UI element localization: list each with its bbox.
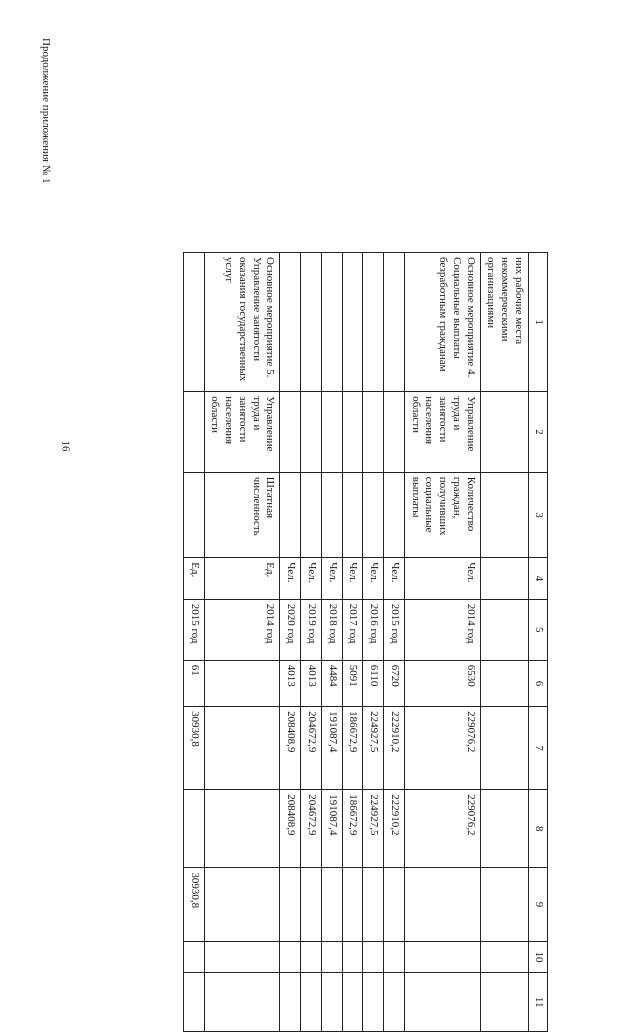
- table-row: [480, 253, 528, 1032]
- column-header-6: 6: [529, 660, 548, 706]
- column-header-3: 3: [529, 472, 548, 557]
- table-cell-c1: [322, 253, 343, 392]
- table-row: [363, 253, 384, 1032]
- table-cell-c9: [280, 868, 301, 941]
- table-cell-c7: 186672,9: [342, 707, 363, 790]
- table-cell-c9: [301, 868, 322, 941]
- table-cell-c4: [480, 558, 528, 600]
- table-cell-c7: 208408,9: [280, 707, 301, 790]
- table-cell-c7: 224927,5: [363, 707, 384, 790]
- table-cell-c4: Чел.: [384, 558, 405, 600]
- table-cell-c9: [204, 868, 280, 941]
- table-cell-c11: [280, 973, 301, 1032]
- table-row: [280, 253, 301, 1032]
- table-cell-c6: 6720: [384, 660, 405, 706]
- table-cell-c5: 2019 год: [301, 599, 322, 660]
- table-cell-c10: [384, 941, 405, 973]
- table-cell-c6: [204, 660, 280, 706]
- table-cell-c3: [184, 472, 205, 557]
- table-cell-c1: [342, 253, 363, 392]
- table-row: [405, 253, 481, 1032]
- table-row: [184, 253, 205, 1032]
- table-cell-c1: [363, 253, 384, 392]
- table-cell-c5: 2018 год: [322, 599, 343, 660]
- continuation-label: Продолжение приложения № 1: [40, 38, 52, 184]
- table-cell-c4: Чел.: [301, 558, 322, 600]
- table-cell-c5: 2017 год: [342, 599, 363, 660]
- table-cell-c7: 229076,2: [405, 707, 481, 790]
- table-row: [384, 253, 405, 1032]
- table-row: [204, 253, 280, 1032]
- table-cell-c5: 2016 год: [363, 599, 384, 660]
- column-header-7: 7: [529, 707, 548, 790]
- table-cell-c8: 204672,9: [301, 790, 322, 868]
- table-cell-c8: 191087,4: [322, 790, 343, 868]
- table-cell-c10: [480, 941, 528, 973]
- table-cell-c7: 222910,2: [384, 707, 405, 790]
- table-cell-c3: [384, 472, 405, 557]
- table-cell-c9: [342, 868, 363, 941]
- table-cell-c11: [480, 973, 528, 1032]
- table-cell-c8: 186672,9: [342, 790, 363, 868]
- table-cell-c3: [480, 472, 528, 557]
- rotated-table-wrapper: [96, 252, 548, 1032]
- table-cell-c9: [322, 868, 343, 941]
- table-cell-c8: [184, 790, 205, 868]
- table-cell-c11: [342, 973, 363, 1032]
- table-cell-c4: Чел.: [342, 558, 363, 600]
- data-table: [183, 252, 548, 1032]
- table-cell-c7: [480, 707, 528, 790]
- table-cell-c9: [384, 868, 405, 941]
- column-header-11: 11: [529, 973, 548, 1032]
- table-cell-c11: [322, 973, 343, 1032]
- page-number: 16: [59, 440, 72, 452]
- column-header-9: 9: [529, 868, 548, 941]
- table-cell-c8: 208408,9: [280, 790, 301, 868]
- table-cell-c9: [363, 868, 384, 941]
- table-cell-c2: [384, 392, 405, 473]
- table-cell-c6: 5091: [342, 660, 363, 706]
- table-cell-c6: 4013: [301, 660, 322, 706]
- table-cell-c1: [384, 253, 405, 392]
- table-cell-c10: [301, 941, 322, 973]
- table-cell-c10: [322, 941, 343, 973]
- table-cell-c2: [342, 392, 363, 473]
- table-cell-c4: Чел.: [405, 558, 481, 600]
- table-cell-c5: [480, 599, 528, 660]
- table-cell-c11: [301, 973, 322, 1032]
- table-cell-c1: Основное мероприятие 5. Управление занятости оказания государственных услуг: [204, 253, 280, 392]
- table-cell-c11: [204, 973, 280, 1032]
- table-cell-c5: 2014 год: [405, 599, 481, 660]
- column-header-10: 10: [529, 941, 548, 973]
- table-cell-c2: Управление труда и занятости населения области: [405, 392, 481, 473]
- table-cell-c4: Чел.: [363, 558, 384, 600]
- table-cell-c3: Штатная численность: [204, 472, 280, 557]
- table-cell-c4: Ед.: [204, 558, 280, 600]
- table-cell-c8: 229076,2: [405, 790, 481, 868]
- header-row: [529, 253, 548, 1032]
- table-cell-c4: Чел.: [280, 558, 301, 600]
- table-cell-c7: 191087,4: [322, 707, 343, 790]
- table-cell-c8: 222910,2: [384, 790, 405, 868]
- table-cell-c1: Основное мероприятие 4. Социальные выплаты безработным гражданам: [405, 253, 481, 392]
- table-cell-c1: [301, 253, 322, 392]
- table-cell-c8: 224927,5: [363, 790, 384, 868]
- table-cell-c11: [405, 973, 481, 1032]
- column-header-1: 1: [529, 253, 548, 392]
- table-cell-c7: [204, 707, 280, 790]
- table-cell-c5: 2015 год: [384, 599, 405, 660]
- table-cell-c2: [301, 392, 322, 473]
- table-cell-c9: 30930,8: [184, 868, 205, 941]
- table-cell-c3: [280, 472, 301, 557]
- table-cell-c6: 6110: [363, 660, 384, 706]
- table-cell-c2: [480, 392, 528, 473]
- table-cell-c9: [480, 868, 528, 941]
- table-cell-c11: [384, 973, 405, 1032]
- table-cell-c4: Ед.: [184, 558, 205, 600]
- table-cell-c2: [280, 392, 301, 473]
- table-cell-c2: [184, 392, 205, 473]
- table-cell-c2: [322, 392, 343, 473]
- table-cell-c1: них рабочие места некоммерческими организациями: [480, 253, 528, 392]
- table-cell-c11: [184, 973, 205, 1032]
- table-cell-c6: [480, 660, 528, 706]
- table-cell-c3: [322, 472, 343, 557]
- column-header-5: 5: [529, 599, 548, 660]
- table-row: [322, 253, 343, 1032]
- table-cell-c10: [363, 941, 384, 973]
- table-body: [184, 253, 529, 1032]
- table-cell-c10: [342, 941, 363, 973]
- table-cell-c3: [342, 472, 363, 557]
- table-cell-c3: [363, 472, 384, 557]
- table-cell-c2: [363, 392, 384, 473]
- column-header-2: 2: [529, 392, 548, 473]
- table-cell-c6: 6530: [405, 660, 481, 706]
- table-cell-c4: Чел.: [322, 558, 343, 600]
- table-cell-c10: [204, 941, 280, 973]
- table-cell-c11: [363, 973, 384, 1032]
- table-cell-c10: [184, 941, 205, 973]
- table-cell-c8: [204, 790, 280, 868]
- table-cell-c3: [301, 472, 322, 557]
- table-row: [301, 253, 322, 1032]
- table-cell-c2: Управление труда и занятости населения области: [204, 392, 280, 473]
- table-cell-c3: Количество граждан, получивших социальные выплаты: [405, 472, 481, 557]
- table-cell-c6: 61: [184, 660, 205, 706]
- table-cell-c8: [480, 790, 528, 868]
- table-cell-c5: 2020 год: [280, 599, 301, 660]
- column-header-4: 4: [529, 558, 548, 600]
- table-cell-c5: 2015 год: [184, 599, 205, 660]
- table-cell-c10: [280, 941, 301, 973]
- table-cell-c1: [280, 253, 301, 392]
- table-cell-c6: 4484: [322, 660, 343, 706]
- table-cell-c7: 30930,8: [184, 707, 205, 790]
- column-header-8: 8: [529, 790, 548, 868]
- table-cell-c5: 2014 год: [204, 599, 280, 660]
- table-cell-c7: 204672,9: [301, 707, 322, 790]
- table-cell-c6: 4013: [280, 660, 301, 706]
- table-cell-c9: [405, 868, 481, 941]
- table-cell-c10: [405, 941, 481, 973]
- table-row: [342, 253, 363, 1032]
- table-cell-c1: [184, 253, 205, 392]
